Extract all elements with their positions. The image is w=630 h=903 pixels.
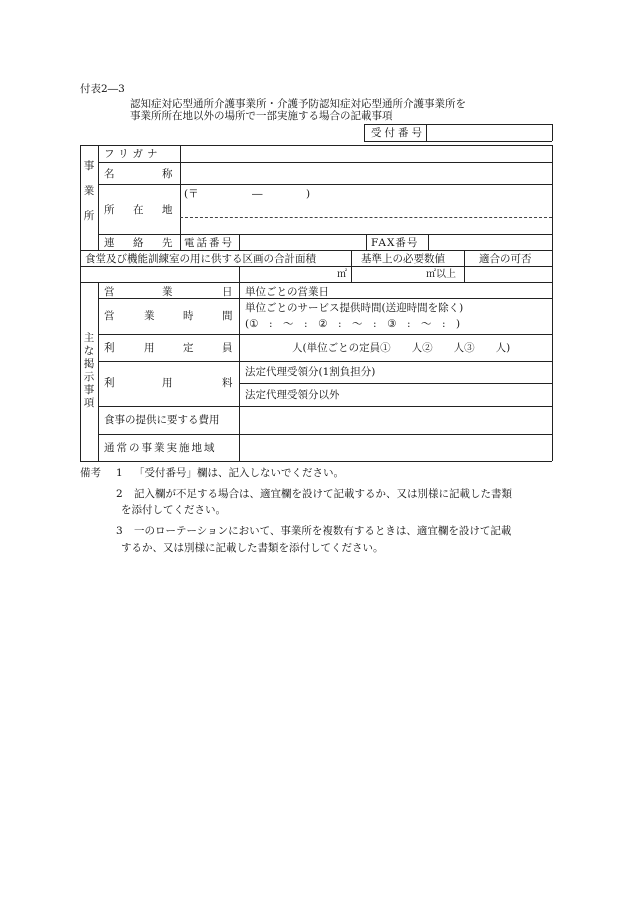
note-text: 「受付番号」欄は、記入しないでください。 (134, 467, 344, 479)
address-field-2[interactable] (182, 219, 550, 233)
fee-label-char: 利 (104, 377, 115, 389)
note-text-cont: を添付してください。 (121, 504, 226, 516)
capacity-value[interactable]: 人(単位ごとの定員① 人② 人③ 人) (292, 342, 511, 354)
office-section-char: 所 (83, 210, 95, 222)
business-day-label-char: 営 (104, 286, 115, 298)
note-text: 記入欄が不足する場合は、適宜欄を設けて記載するか、又は別様に記載した書類 (134, 488, 512, 500)
main-section-char: 主 (83, 332, 95, 344)
office-section-char: 業 (83, 185, 95, 197)
dining-area-label: 食堂及び機能訓練室の用に供する区画の合計面積 (85, 253, 316, 265)
suitability-label: 適合の可否 (479, 253, 532, 265)
fee-other-label: 法定代理受領分以外 (245, 389, 340, 401)
service-area-field[interactable] (242, 437, 550, 459)
business-day-label-char: 日 (222, 286, 233, 298)
business-hours-label-char: 時 (183, 310, 194, 322)
capacity-label-char: 員 (222, 342, 233, 354)
phone-field[interactable] (242, 236, 364, 249)
meal-cost-label: 食事の提供に要する費用 (104, 414, 220, 426)
address-label-char: 在 (133, 204, 144, 216)
business-hours-label-char: 間 (222, 310, 233, 322)
form-title-line1: 認知症対応型通所介護事業所・介護予防認知症対応型通所介護事業所を (130, 98, 466, 110)
receipt-number-label: 受付番号 (371, 127, 425, 139)
postal-open: (〒 (184, 188, 199, 200)
receipt-number-field[interactable] (432, 127, 546, 139)
note-number: 1 (116, 467, 123, 479)
contact-label-char: 先 (162, 237, 173, 249)
business-hours-value: 単位ごとのサービス提供時間(送迎時間を除く) (245, 302, 464, 314)
name-field[interactable] (182, 166, 550, 182)
service-area-label: 通常の事業実施地域 (104, 442, 217, 454)
required-unit: ㎡以上 (426, 269, 456, 280)
address-field[interactable] (182, 201, 550, 215)
capacity-label-char: 利 (104, 342, 115, 354)
main-section-char: な (83, 345, 95, 357)
contact-label-char: 連 (104, 237, 115, 249)
capacity-label-char: 定 (183, 342, 194, 354)
contact-label-char: 絡 (133, 237, 144, 249)
main-section-char: 項 (83, 397, 95, 409)
name-label-char: 名 (104, 168, 115, 180)
postal-dash: ― (252, 188, 263, 200)
required-value-label: 基準上の必要数値 (361, 253, 445, 265)
address-label-char: 所 (104, 204, 115, 216)
address-label-char: 地 (162, 204, 173, 216)
phone-label: 電話番号 (184, 237, 234, 249)
meal-cost-field[interactable] (242, 409, 550, 432)
fax-label: FAX番号 (371, 237, 419, 249)
business-day-value: 単位ごとの営業日 (245, 286, 329, 298)
capacity-label-char: 用 (144, 342, 155, 354)
business-hours-label-char: 営 (104, 310, 115, 322)
main-section-char: 示 (83, 371, 95, 383)
required-field[interactable] (354, 268, 424, 281)
fee-label-char: 用 (162, 377, 173, 389)
furigana-label: フリガナ (104, 148, 162, 160)
fee-statutory-label: 法定代理受領分(1割負担分) (245, 366, 376, 378)
notes-label: 備考 (80, 467, 101, 479)
main-section-char: 事 (83, 384, 95, 396)
office-section-char: 事 (83, 160, 95, 172)
name-label-char: 称 (162, 168, 173, 180)
postal-close: ) (306, 188, 311, 200)
note-text-cont: するか、又は別様に記載した書類を添付してください。 (121, 542, 384, 554)
note-number: 2 (116, 488, 123, 500)
business-hours-slots[interactable]: (① : ～ : ② : ～ : ③ : ～ : ) (245, 318, 461, 330)
form-number: 付表2―3 (80, 83, 125, 95)
suitability-field[interactable] (467, 268, 550, 281)
note-number: 3 (116, 525, 123, 537)
area-unit: ㎡ (337, 269, 347, 280)
business-hours-label-char: 業 (144, 310, 155, 322)
fee-label-char: 料 (222, 377, 233, 389)
furigana-field[interactable] (182, 148, 550, 160)
fax-field[interactable] (431, 236, 550, 249)
main-section-char: 掲 (83, 358, 95, 370)
area-field[interactable] (241, 268, 335, 281)
note-text: 一のローテーションにおいて、事業所を複数有するときは、適宜欄を設けて記載 (134, 525, 512, 537)
business-day-label-char: 業 (162, 286, 173, 298)
form-title-line2: 事業所所在地以外の場所で一部実施する場合の記載事項 (130, 110, 393, 122)
